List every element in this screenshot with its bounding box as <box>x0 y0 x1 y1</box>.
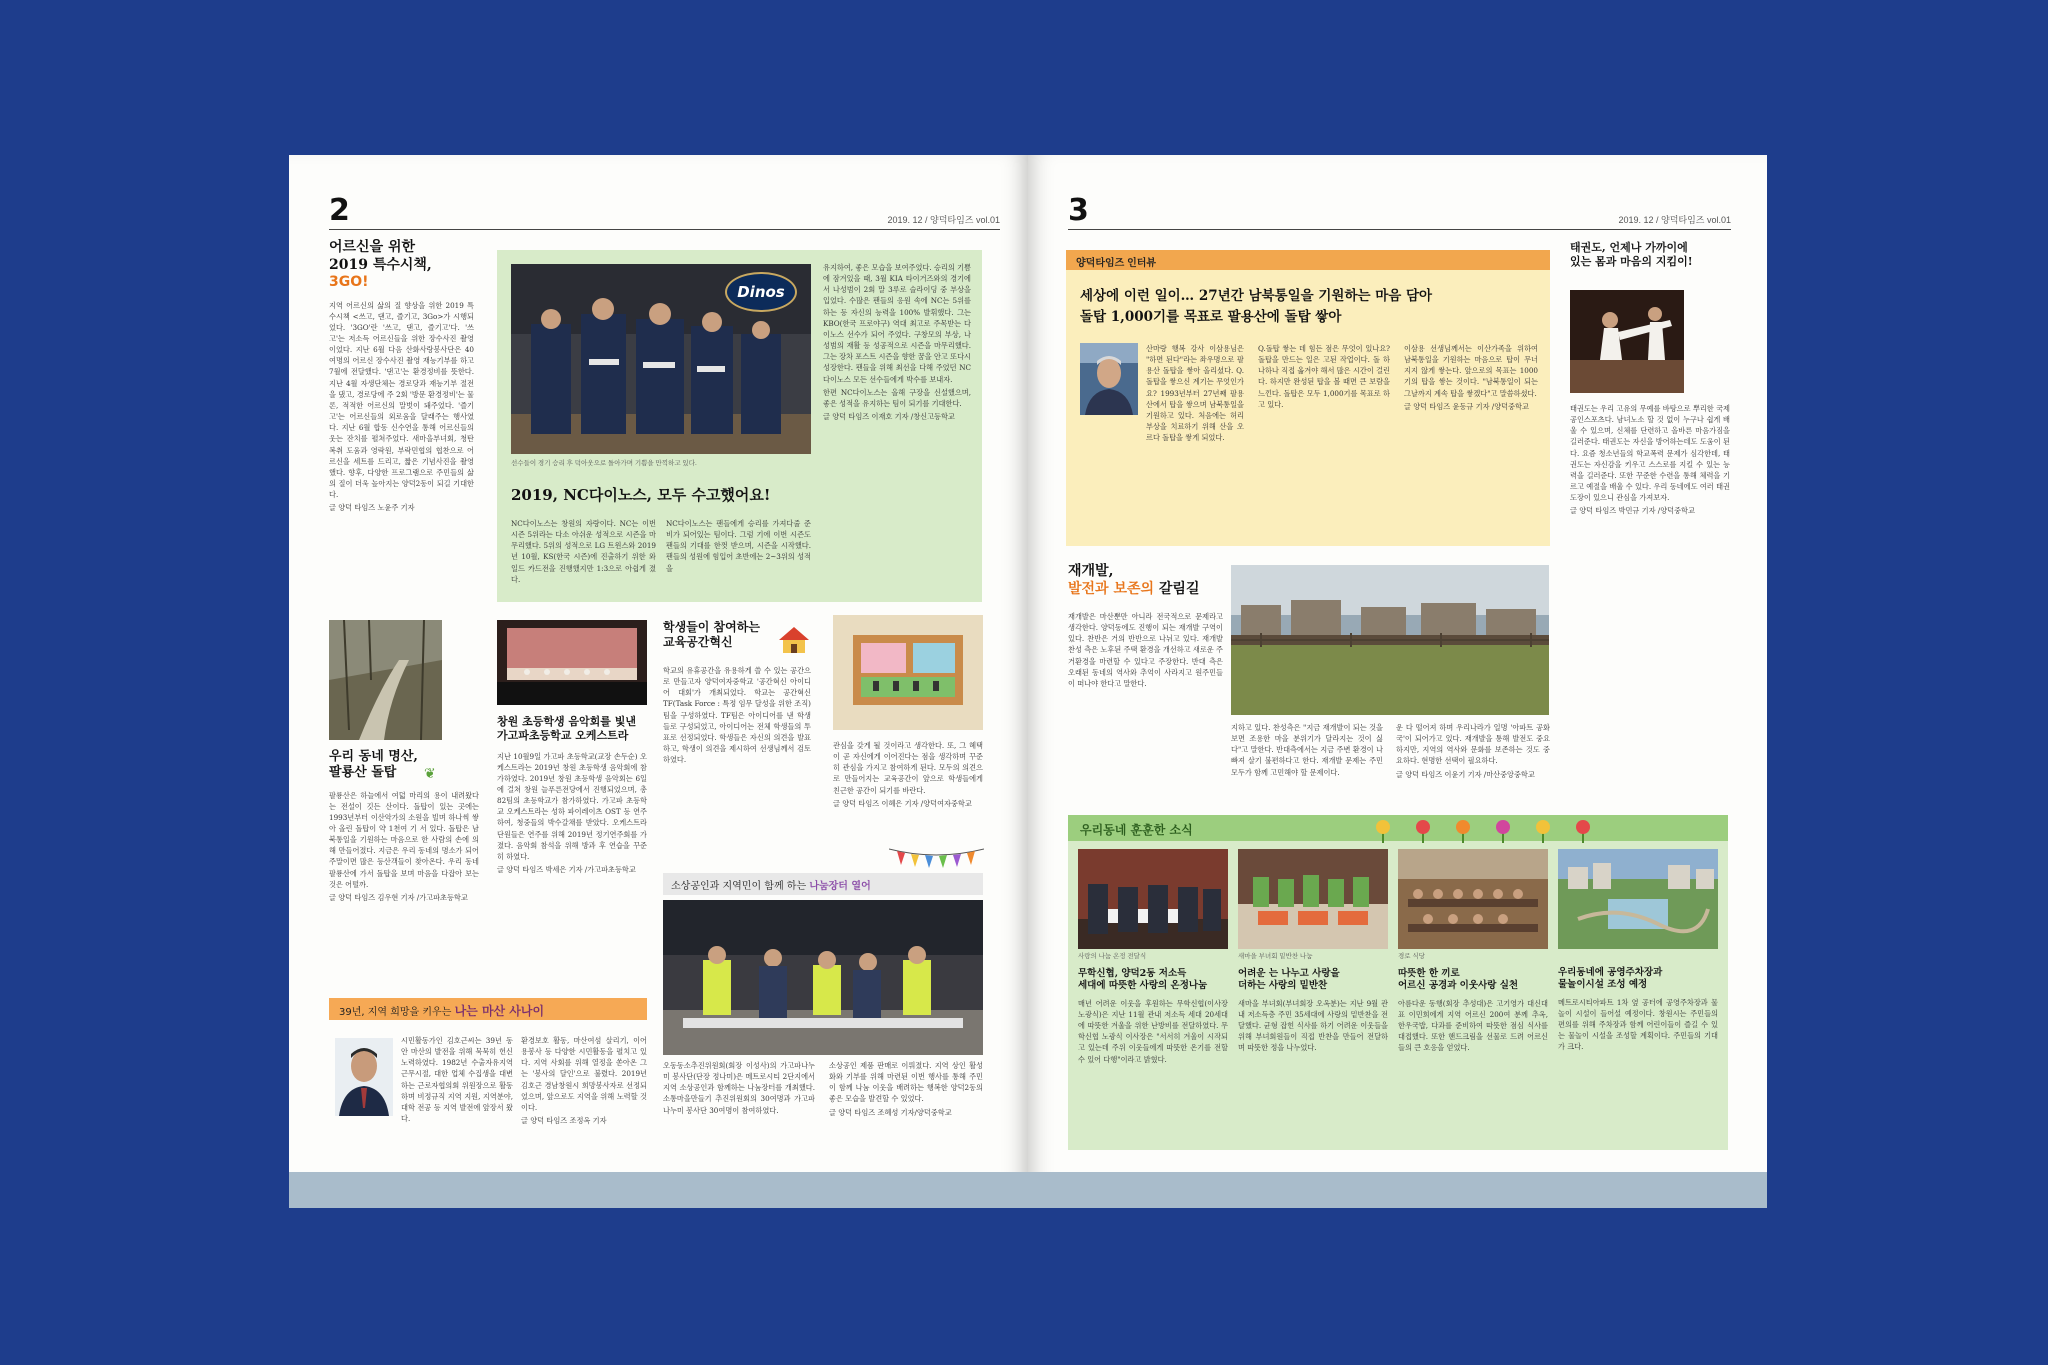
news-title: 어려운 는 나누고 사랑을 더하는 사랑의 밑반찬 <box>1238 968 1340 991</box>
article-body-b: 환경보호 활동, 마산여섬 살리기, 이어 용봉사 등 다양한 시민활동을 펼치고 있다. 지역 사회를 위해 열정을 쏟아온 그는 '봉사의 달인'으로 불렸다. 2019년 김호근 경남창원시 희망봉사자로 선정되었으며, 앞으로도 지역을 위해 노력할 것이다. <box>521 1036 647 1112</box>
header-rule <box>329 229 1000 230</box>
article-body-b: Q.돌탑 쌓는 데 힘든 점은 무엇이 있나요? 돌탑을 만드는 일은 고된 작업이다. 돌 하나하나 직접 옮겨야 해서 많은 시간이 걸린다. 하지만 완성된 탑을 볼 때면 큰 보람을 느낀다. 돌탑은 모두 1,000기를 목표로 하고 있다. <box>1258 344 1390 409</box>
article-title: 태권도, 언제나 가까이에 있는 몸과 마음의 지킴이! <box>1570 241 1693 268</box>
article-title: 우리 동네 명산, 팔룡산 돌탑 <box>329 749 418 781</box>
taekwondo-photo <box>1570 290 1684 393</box>
news-title: 우리동네에 공영주차장과 물놀이시설 조성 예정 <box>1558 967 1663 990</box>
article-byline: 글 양덕 타임즈 김우현 기자 /가고파초등학교 <box>329 892 468 902</box>
news-photo-caption: 경로 식당 <box>1398 953 1425 960</box>
news-photo <box>1398 849 1548 949</box>
news-body: 새마을 부녀회(부녀회장 오옥분)는 지난 9월 관내 저소득층 주민 35세대에 사랑의 밑반찬을 전달했다. 균형 잡힌 식사를 하기 어려운 이웃들을 위해 부녀회원들이 직접 반찬을 만들어 전달하며 따뜻한 정을 나누었다. <box>1238 998 1388 1053</box>
article-title: 재개발, 발전과 보존의 갈림길 <box>1068 563 1200 597</box>
news-item <box>1398 849 1548 1054</box>
news-photo <box>1238 849 1388 949</box>
article-masan-cont <box>521 1035 647 1165</box>
article-byline: 글 양덕 타임즈 조정옥 기자 <box>521 1116 607 1126</box>
redevelopment-photo <box>1231 565 1549 715</box>
article-byline: 글 양덕 타임즈 박민규 기자 /양덕중학교 <box>1570 506 1695 516</box>
flowers-decoration <box>1368 817 1608 843</box>
portrait-photo <box>335 1038 393 1116</box>
article-body-c: 운 다 떨어져 하며 우리나라가 일명 '아파트 공화국'이 되어가고 있다. 재개발을 통해 발전도 중요하지만, 지역의 역사와 문화를 보존하는 것도 중요하다. 현명한 선택이 필요하다. <box>1396 723 1550 766</box>
page-number: 2 <box>329 193 350 228</box>
footer-band <box>1028 1172 1767 1208</box>
article-body-a: 오동동소추진위원회(회장 이성사)의 가고파나누미 봉사단(단장 정나미)은 메트로시티 2단지에서 지역 소상공인과 함께하는 나눔장터를 개최했다. 소통마을만들기 추진위원회의 30여명과 가고파 나누미 봉사단 30여명이 참여하였다. <box>663 1061 815 1115</box>
news-title: 무학신협, 양덕2동 저소득 세대에 따뜻한 사랑의 온정나눔 <box>1078 968 1208 991</box>
article-byline: 글 양덕 타임즈 이혜은 기자 /양덕여자중학교 <box>833 798 972 808</box>
article-title: 세상에 이런 일이… 27년간 남북통일을 기원하는 마음 담아 돌탑 1,000기를 목표로 팔용산에 돌탑 쌓아 <box>1080 288 1433 325</box>
issue-label: 2019. 12 / 양덕타임즈 vol.01 <box>1618 215 1731 225</box>
photo-caption: 선수들이 경기 승리 후 덕아웃으로 돌아가며 기쁨을 만끽하고 있다. <box>511 460 697 467</box>
news-item <box>1078 849 1228 1065</box>
article-byline: 글 양덕 타임즈 박세은 기자 /가고파초등학교 <box>497 865 636 875</box>
masan-bar: 39년, 지역 희망을 키우는 나는 마산 사나이 <box>329 998 647 1020</box>
house-icon <box>777 625 811 655</box>
article-title: 2019, NC다이노스, 모두 수고했어요! <box>511 486 771 504</box>
page-number: 3 <box>1068 193 1089 228</box>
mountain-path-photo <box>329 620 442 740</box>
market-photo <box>663 900 983 1055</box>
article-interview <box>1066 250 1550 546</box>
footer-band <box>289 1172 1028 1208</box>
article-title: 학생들이 참여하는 교육공간혁신 <box>663 620 760 649</box>
dinos-logo: Dinos <box>725 272 797 312</box>
neighborhood-title: 우리동네 훈훈한 소식 <box>1080 823 1193 837</box>
article-body-col3-wrap <box>823 262 971 422</box>
article-body-b: 소상공인 제품 판매로 이뤄졌다. 지역 상인 활성화와 기부를 위해 마련된 이번 행사를 통해 주민이 함께 나눔 이웃을 배려하는 행복한 양덕2동의 좋은 모습을 발견할 수 있었다. <box>829 1061 983 1104</box>
article-body-col3: 유지하여, 좋은 모습을 보여주었다. 승리의 기쁨에 잠겨있을 때, 3월 KIA 타이거즈와의 경기에서 나성범이 2회 말 3루로 슬라이딩 중 부상을 입었다. 수많은 팬들의 응원 속에 NC는 5위를 하는 등 자신의 능력을 100% 발휘했다. 그는 KBO(한국 프로야구) 역대 최고로 주목받는 다이노스 선수가 되어 주었다. 구창모의 부상, 나성범의 재활 등 성공적으로 시즌을 마무리했다. 그는 장차 포스트 시즌을 향한 꿈을 안고 또다시 성장한다. 팬들을 위해 최선을 다해 주었던 NC다이노스 모든 선수들에게 박수를 보내자. <box>823 263 971 384</box>
article-body-a: 시민활동가인 김호근씨는 39년 동안 마산의 발전을 위해 묵묵히 헌신 노력하였다. 1982년 수출자유지역 근무시절, 대한 업체 수집생을 대변하는 근로자협의회 위원장으로 활동하며 비정규직 지역 지원, 지역분야, 대학 전공 등 지역 발전에 앞장서 왔다. <box>401 1036 513 1124</box>
left-page <box>289 155 1028 1208</box>
article-title: 어르신을 위한 2019 특수시책, 3GO! <box>329 239 432 290</box>
article-body-b: 지하고 있다. 찬성측은 "지금 재개발이 되는 것을 보면 조용한 마을 분위기가 달라지는 것이 싫다"고 말한다. 반대측에서는 지금 주변 환경이 나빠져 살기 불편하다고 한다. 재개발 문제는 주민 모두가 함께 고민해야 할 문제이다. <box>1231 723 1383 777</box>
article-masan <box>401 1035 513 1165</box>
concert-photo <box>497 620 647 705</box>
article-body-col2: NC다이노스는 팬들에게 승리를 가져다줄 준비가 되어있는 팀이다. 그럼 기에 이번 시즌도 팬들의 기대를 한껏 받으며, 시즌을 시작했다. 팬들의 성원에 힘입어 초반에는 2~3위의 성적을 <box>666 519 811 573</box>
news-item <box>1238 849 1388 1054</box>
interview-col3 <box>1404 343 1538 412</box>
article-body-a: 산마랑 행복 강사 이삼용님은 "하면 된다"라는 좌우명으로 팔용산 돌탑을 쌓아 올리셨다. Q.돌탑을 쌓으신 계기는 무엇인가요? 1993년부터 27년째 팔용산에서 탑을 쌓으며 남북통일을 기원하고 있다. 처음에는 허리 부상을 치료하기 위해 산을 오르다 돌탑을 쌓게 되었다. <box>1146 344 1244 443</box>
news-body: 메트로시티아파트 1차 옆 공터에 공영주차장과 물놀이 시설이 들어설 예정이다. 창원시는 주민들의 편의를 위해 주차장과 함께 어린이들이 즐길 수 있는 물놀이 시설을 조성할 계획이다. 주민들의 기대가 크다. <box>1558 997 1718 1052</box>
article-body-col3b: 한편 NC다이노스는 올해 구장을 신설했으며, 좋은 성적을 유지하는 팀이 되기를 기대한다. <box>823 387 971 408</box>
article-title: 창원 초등학생 음악회를 빛낸 가고파초등학교 오케스트라 <box>497 715 636 742</box>
article-body-b: 관심을 갖게 될 것이라고 생각한다. 또, 그 혜택이 곧 자신에게 이어진다는 점을 생각하며 꾸준히 관심을 가지고 참여하게 된다. 모두의 의견으로 만들어지는 교육공간이 앞으로 학생들에게 친근한 공간이 되기를 바란다. <box>833 741 983 795</box>
news-photo-caption: 사랑의 나눔 온정 전달식 <box>1078 953 1147 960</box>
article-nc-dinos <box>497 250 982 602</box>
article-body: 팔룡산은 하늘에서 여덟 마리의 용이 내려왔다는 전설이 깃든 산이다. 돌탑이 있는 곳에는 1993년부터 이산악가의 소원을 빌며 하나씩 쌓아 올린 돌탑이 약 1천여 기 서 있다. 돌탑은 남북통일을 기원하는 마음으로 한 사람의 손에 의해 만들어졌다. 지금은 우리 동네의 명소가 되어 주말이면 많은 등산객들이 찾아온다. 우리 동네 팔룡산에 가서 돌탑을 보며 마음을 다잡아 보는 것은 어떨까. <box>329 790 479 889</box>
news-photo-caption: 새마을 부녀회 밑반찬 나눔 <box>1238 953 1313 960</box>
news-body: 매년 어려운 이웃을 후원하는 무학신협(이사장 노광식)은 지난 11월 관내 저소득 세대 20세대에 따뜻한 겨울을 위한 난방비를 전달하였다. 무학신협 노광식 이사장은 "서서히 겨울이 시작되고 있는데 주위 이웃들에게 따뜻한 온기를 전할 수 있어 다행"이라고 밝혔다. <box>1078 998 1228 1064</box>
classroom-model-photo <box>833 615 983 730</box>
news-item <box>1558 849 1718 1053</box>
article-body-col1: NC다이노스는 창원의 자랑이다. NC는 이번 시즌 5위라는 다소 아쉬운 성적으로 시즌을 마무리했다. 5위의 성적으로 LG 트윈스와 2019년 10월, KS(한국 시즌)에 진출하기 위한 와일드 카드전을 진행했지만 1:3으로 아쉽게 졌다. <box>511 519 656 584</box>
bunting-decoration <box>889 847 984 869</box>
neighborhood-news <box>1068 815 1728 1150</box>
news-body: 아름다운 동행(회장 추성대)은 고기영가 대신대표 이민희에게 지역 어르신 200여 분께 추옥, 한우국밥, 다과를 준비하여 따뜻한 점심 식사를 대접했다. 또한 핸드크림을 선물로 드려 어르신들의 큰 호응을 얻었다. <box>1398 998 1548 1053</box>
market-bar: 소상공인과 지역민이 함께 하는 나눔장터 열어 <box>663 873 983 895</box>
interview-tag: 양덕타임즈 인터뷰 <box>1066 250 1550 270</box>
right-page <box>1028 155 1767 1208</box>
article-body: 태권도는 우리 고유의 무예를 바탕으로 뿌리한 국제공인스포츠다. 남녀노소 할 것 없이 누구나 쉽게 배울 수 있으며, 신체를 단련하고 올바른 마음가짐을 길러준다. 태권도는 자신을 방어하는데도 도움이 된다. 요즘 청소년들의 학교폭력 문제가 심각한데, 태권도는 자신감을 키우고 스스로를 지킬 수 있는 능력을 길러준다. 또한 꾸준한 수련을 통해 체력을 기르고 예절을 배울 수 있다. 우리 동네에도 여러 태권도장이 있으니 관심을 가져보자. <box>1570 404 1730 503</box>
article-market-cont <box>829 1060 983 1160</box>
news-title: 따뜻한 한 끼로 어르신 공경과 이웃사랑 실천 <box>1398 968 1519 991</box>
taekwondo-title-wrap <box>1570 241 1730 281</box>
header-rule <box>1068 229 1731 230</box>
article-body-a: 재개발은 마산뿐만 아니라 전국적으로 문제라고 생각한다. 양덕동에도 진행이 되는 재개발 구역이 있다. 찬반은 거의 반반으로 나뉘고 있다. 재개발 찬성 측은 노후된 주택 환경을 개선하고 새로운 주거환경을 마련할 수 있다고 주장한다. 반대 측은 오래된 동네의 역사와 추억이 사라지고 원주민들이 떠나야 한다고 말한다. <box>1068 612 1223 688</box>
sprout-icon: ❦ <box>423 765 436 782</box>
article-body: 지난 10월9일 가고파 초등학교(교장 손두순) 오케스트라는 2019년 창원 초등학생 음악회에 참가하였다. 2019년 창원 초등학생 음악회는 6일에 걸쳐 창원 늘푸른전당에서 진행되었으며, 총 82팀의 초등학교가 참가하였다. 가고파 초등학교 오케스트라는 성하 파이레이츠 OST 등 연주하여, 청중들의 박수갈채를 받았다. 오케스트라 단원들은 연주를 위해 2019년 정기연주회를 가졌다. 음악회 참석을 위해 방과 후 연습을 꾸준히 하였다. <box>497 751 647 861</box>
interviewee-photo <box>1080 343 1138 415</box>
article-byline: 글 양덕 타임즈 윤동규 기자 /양덕중학교 <box>1404 401 1529 411</box>
article-body-c: 이삼용 선생님께서는 이산가족을 위하여 남북통일을 기원하는 마음으로 탑이 무너지지 않게 쌓는다. 앞으로의 목표는 1000기의 탑을 쌓는 것이다. "남북통일이 되는 그날까지 계속 탑을 쌓겠다"고 말씀하셨다. <box>1404 344 1538 398</box>
article-market <box>663 1060 815 1160</box>
article-byline: 글 양덕 타임즈 조혜성 기자/양덕중학교 <box>829 1107 952 1117</box>
article-body-a: 학교의 유휴공간을 유용하게 쓸 수 있는 공간으로 만들고자 양덕여자중학교 '공간혁신 아이디어 대회'가 개최되었다. 학교는 공간혁신 TF(Task Force : 특정 임무 달성을 위한 조직)팀을 구성하였다. TF팀은 아이디어를 낸 학생들로 구성되었고, 아이디어는 전체 학생들의 투표로 선정되었다. 학생들은 자신의 의견을 발표하고, 학생이 의견을 제시하여 선생님께서 검토하였다. <box>663 666 811 765</box>
article-byline: 글 양덕 타임즈 이재호 기자 /창신고등학교 <box>823 412 955 422</box>
article-byline: 글 양덕 타임즈 이윤기 기자 /마산중앙중학교 <box>1396 769 1535 779</box>
redevelopment-title-wrap <box>1068 563 1228 613</box>
article-body: 지역 어르신의 삶의 질 향상을 위한 2019 특수시책 <쓰고, 댄고, 즐기고, 3Go>가 시행되었다. '3GO'란 '쓰고, 댄고, 즐기고'다. '쓰고'는 저소득 어르신들을 위한 장수사진 촬영이었다. 지난 6월 다음 산화사랑봉사단은 40여명의 어르신 장수사진 촬영 재능기부를 하고 7월에 전달했다. '댄고'는 환경정비를 뜻한다. 지난 4월 자생단체는 경로당과 재능기부 절전을 댔고, 경로당에 주 2회 '방문 환경정비'는 물론, 적적한 어르신의 말벗이 돼주었다. '즐기고'는 어르신들의 외로움을 달래주는 행사였다. 지난 6월 합동 신수연을 통해 어르신들의 웃는 잔치를 펼쳐주었다. 새마을부녀회, 청탄복취 도움과 영락원, 부락민협의 협찬으로 어르신을 세트를 드리고, 짧은 기념사진을 촬영했다. 향후, 다양한 프로그램으로 주민들의 삶의 질이 더욱 높아지는 양덕2동이 되길 기대한다. <box>329 300 474 500</box>
article-byline: 글 양덕 타임즈 노윤주 기자 <box>329 503 415 513</box>
news-photo <box>1558 849 1718 949</box>
issue-label: 2019. 12 / 양덕타임즈 vol.01 <box>887 215 1000 225</box>
news-photo <box>1078 849 1228 949</box>
